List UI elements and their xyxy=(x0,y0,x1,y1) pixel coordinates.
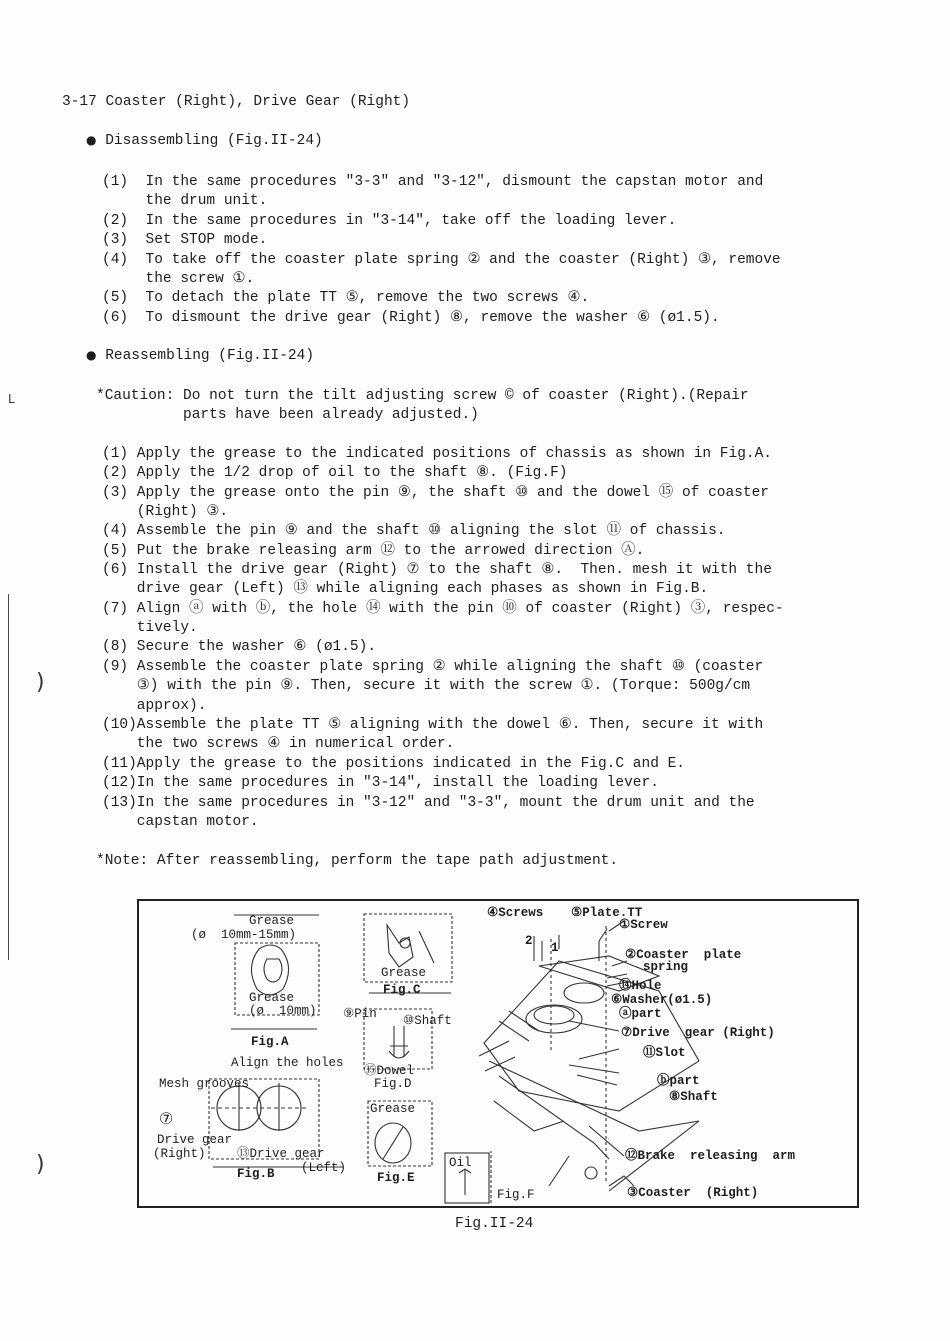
fig-b-drive-right-label-2: (Right) xyxy=(153,1147,206,1161)
fig-d-pin-label: ⑨Pin xyxy=(343,1007,377,1021)
fig-a-diameter-large: (ø 10mm-15mm) xyxy=(191,928,297,942)
figure-ii-24 xyxy=(137,899,859,1208)
step-line: tively. xyxy=(102,620,198,636)
margin-mark: ) xyxy=(36,670,45,695)
step-line: the screw ①. xyxy=(102,271,255,287)
step-line: (3) Set STOP mode. xyxy=(102,232,268,248)
bullet-icon: ● xyxy=(86,133,97,147)
label-coaster-plate-spring-2: spring xyxy=(643,960,689,974)
label-brake-releasing-arm: ⑫Brake releasing arm xyxy=(625,1149,796,1163)
fig-b-drive-right-label: Drive gear xyxy=(157,1133,233,1147)
step-line: (10)Assemble the plate TT ⑤ aligning with the dowel ⑥. Then, secure it with xyxy=(102,717,764,733)
step-line: (6) To dismount the drive gear (Right) ⑧, remove the washer ⑥ (ø1.5). xyxy=(102,310,720,326)
caution-line: *Caution: Do not turn the tilt adjusting screw © of coaster (Right).(Repair xyxy=(96,388,749,404)
label-num-2: 2 xyxy=(525,934,533,948)
label-hole: ⑭Hole xyxy=(619,979,662,993)
step-line: (Right) ③. xyxy=(102,504,229,520)
step-line: (5) Put the brake releasing arm ⑫ to the arrowed direction Ⓐ. xyxy=(102,543,645,559)
bullet-icon: ● xyxy=(86,348,97,362)
label-screw: ①Screw xyxy=(619,918,668,932)
step-line: ③) with the pin ⑨. Then, secure it with the screw ①. (Torque: 500g/cm xyxy=(102,678,751,694)
fig-d-dowel-label: ⑮Dowel xyxy=(364,1064,415,1078)
margin-mark: ) xyxy=(36,1152,45,1177)
fig-e-grease-label: Grease xyxy=(370,1102,416,1116)
label-shaft: ⑧Shaft xyxy=(669,1090,718,1104)
disassembly-title: Disassembling (Fig.II-24) xyxy=(105,133,323,149)
figure-caption: Fig.II-24 xyxy=(455,1216,534,1232)
label-part-b: ⓑpart xyxy=(657,1074,700,1088)
reassembly-title: Reassembling (Fig.II-24) xyxy=(105,348,315,364)
fig-a-grease-label: Grease xyxy=(249,914,295,928)
fig-f-oil-label: Oil xyxy=(449,1156,472,1170)
label-coaster-right: ③Coaster (Right) xyxy=(627,1186,759,1200)
step-line: (9) Assemble the coaster plate spring ② while aligning the shaft ⑩ (coaster xyxy=(102,659,764,675)
label-drive-gear-right: ⑦Drive gear (Right) xyxy=(621,1026,775,1040)
step-line: approx). xyxy=(102,698,207,714)
step-line: (4) To take off the coaster plate spring ② and the coaster (Right) ③, remove xyxy=(102,252,781,268)
fig-b-mesh-label: Mesh grooves xyxy=(159,1077,250,1091)
step-line: (5) To detach the plate TT ⑤, remove the two screws ④. xyxy=(102,290,590,306)
note-text: *Note: After reassembling, perform the tape path adjustment. xyxy=(96,853,619,869)
step-line: (7) Align ⓐ with ⓑ, the hole ⑭ with the pin ⑩ of coaster (Right) ③, respec- xyxy=(102,601,784,617)
fig-a-diameter-small: (ø 10mm) xyxy=(249,1004,317,1018)
step-line: (1) Apply the grease to the indicated positions of chassis as shown in Fig.A. xyxy=(102,446,773,462)
step-line: (11)Apply the grease to the positions indicated in the Fig.C and E. xyxy=(102,756,685,772)
label-plate-tt: ⑤Plate.TT xyxy=(571,906,643,920)
label-coaster-plate-spring: ②Coaster plate xyxy=(625,948,742,962)
label-slot: ⑪Slot xyxy=(643,1046,686,1060)
step-line: (12)In the same procedures in "3-14", install the loading lever. xyxy=(102,775,659,791)
disassembly-header xyxy=(86,133,323,149)
fig-c-drawing xyxy=(364,914,452,993)
fig-d-title: Fig.D xyxy=(374,1077,412,1091)
step-line: (2) In the same procedures in "3-14", take off the loading lever. xyxy=(102,213,677,229)
label-washer: ⑥Washer(ø1.5) xyxy=(611,993,713,1007)
label-screws: ④Screws xyxy=(487,906,544,920)
step-line: the two screws ④ in numerical order. xyxy=(102,736,455,752)
fig-b-drive-left-label: ⑬Drive gear xyxy=(237,1147,325,1161)
step-line: (2) Apply the 1/2 drop of oil to the shaft ⑧. (Fig.F) xyxy=(102,465,568,481)
fig-b-align-label: Align the holes xyxy=(231,1056,344,1070)
fig-a-title: Fig.A xyxy=(251,1035,289,1049)
step-line: (1) In the same procedures "3-3" and "3-12", dismount the capstan motor and xyxy=(102,174,764,190)
reassembly-header xyxy=(86,348,314,364)
caution-line: parts have been already adjusted.) xyxy=(96,407,479,423)
margin-mark: L xyxy=(8,392,15,406)
fig-a-grease-label-2: Grease xyxy=(249,991,295,1005)
fig-b-num7: ⑦ xyxy=(159,1111,174,1129)
fig-b-drive-left-label-2: (Left) xyxy=(301,1161,347,1175)
step-line: the drum unit. xyxy=(102,193,268,209)
fig-f-title: Fig.F xyxy=(497,1188,535,1202)
fig-c-grease-label: Grease xyxy=(381,966,427,980)
fig-e-title: Fig.E xyxy=(377,1171,415,1185)
step-line: drive gear (Left) ⑬ while aligning each phases as shown in Fig.B. xyxy=(102,581,709,597)
step-line: (6) Install the drive gear (Right) ⑦ to the shaft ⑧. Then. mesh it with the xyxy=(102,562,772,578)
step-line: (8) Secure the washer ⑥ (ø1.5). xyxy=(102,639,377,655)
page-title: 3-17 Coaster (Right), Drive Gear (Right) xyxy=(62,94,411,110)
step-line: (3) Apply the grease onto the pin ⑨, the shaft ⑩ and the dowel ⑮ of coaster xyxy=(102,485,769,501)
label-num-1: 1 xyxy=(551,941,559,955)
label-part-a: ⓐpart xyxy=(619,1007,662,1021)
margin-line xyxy=(8,594,9,960)
fig-c-title: Fig.C xyxy=(383,983,421,997)
fig-d-shaft-label: ⑩Shaft xyxy=(403,1014,452,1028)
step-line: capstan motor. xyxy=(102,814,259,830)
step-line: (13)In the same procedures in "3-12" and "3-3", mount the drum unit and the xyxy=(102,795,755,811)
fig-b-title: Fig.B xyxy=(237,1167,275,1181)
step-line: (4) Assemble the pin ⑨ and the shaft ⑩ aligning the slot ⑪ of chassis. xyxy=(102,523,726,539)
